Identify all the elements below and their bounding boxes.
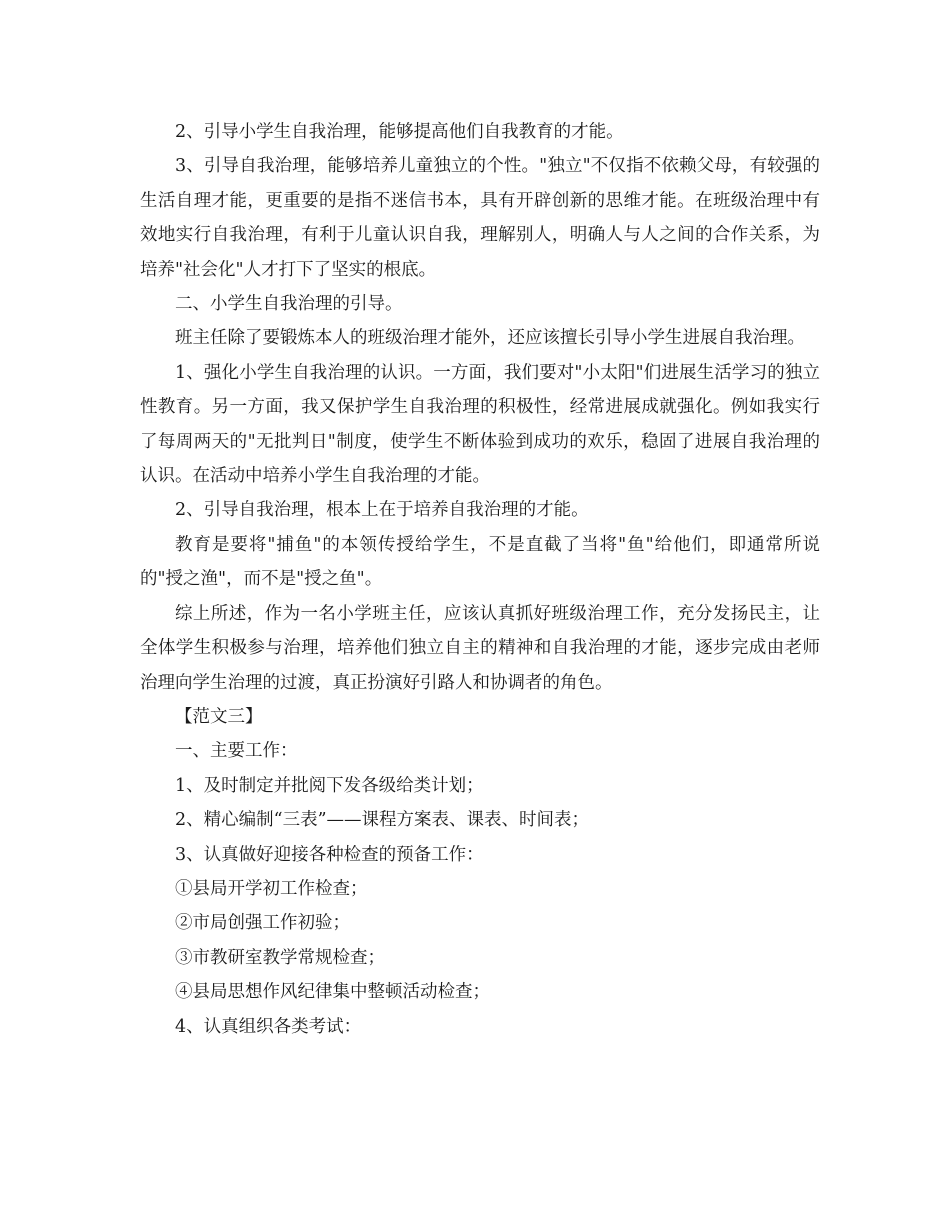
- list-item: ③市教研室教学常规检查；: [175, 947, 385, 968]
- list-item: ①县局开学初工作检查；: [175, 878, 368, 899]
- list-item: ②市局创强工作初验；: [175, 913, 350, 934]
- document-page: [140, 115, 820, 1044]
- section-heading: 一、主要工作：: [175, 741, 298, 762]
- section-heading: 【范文三】: [175, 706, 263, 727]
- list-item: 4、认真组织各类考试：: [175, 1016, 362, 1037]
- list-item: 2、精心编制“三表”——课程方案表、课表、时间表；: [175, 810, 590, 831]
- paragraph: 班主任除了要锻炼本人的班级治理才能外，还应该擅长引导小学生进展自我治理。: [175, 328, 805, 349]
- paragraph: 1、强化小学生自我治理的认识。一方面，我们要对"小太阳"们进展生活学习的独立性教育。另一方面，我又保护学生自我治理的积极性，经常进展成就强化。例如我实行了每周两天的"无批判日"制度，使学生不断体验到成功的欢乐，稳固了进展自我治理的认识。在活动中培养小学生自我治理的才能。: [140, 362, 820, 487]
- list-item: ④县局思想作风纪律集中整顿活动检查；: [175, 982, 490, 1003]
- list-item: 3、认真做好迎接各种检查的预备工作：: [175, 844, 484, 865]
- paragraph: 2、引导小学生自我治理，能够提高他们自我教育的才能。: [175, 122, 624, 142]
- paragraph: 综上所述，作为一名小学班主任，应该认真抓好班级治理工作，充分发扬民主，让全体学生积极参与治理，培养他们独立自主的精神和自我治理的才能，逐步完成由老师治理向学生治理的过渡，真正扮演好引路人和协调者的角色。: [140, 603, 820, 693]
- list-item: 1、及时制定并批阅下发各级给类计划；: [175, 775, 484, 796]
- section-heading: 二、小学生自我治理的引导。: [175, 294, 403, 315]
- paragraph: 3、引导自我治理，能够培养儿童独立的个性。"独立"不仅指不依赖父母，有较强的生活自理才能，更重要的是指不迷信书本，具有开辟创新的思维才能。在班级治理中有效地实行自我治理，有利于儿童认识自我，理解别人，明确人与人之间的合作关系，为培养"社会化"人才打下了坚实的根底。: [140, 156, 820, 280]
- paragraph: 2、引导自我治理，根本上在于培养自我治理的才能。: [175, 500, 589, 521]
- paragraph: 教育是要将"捕鱼"的本领传授给学生，不是直截了当将"鱼"给他们，即通常所说的"授之渔"，而不是"授之鱼"。: [140, 534, 820, 590]
